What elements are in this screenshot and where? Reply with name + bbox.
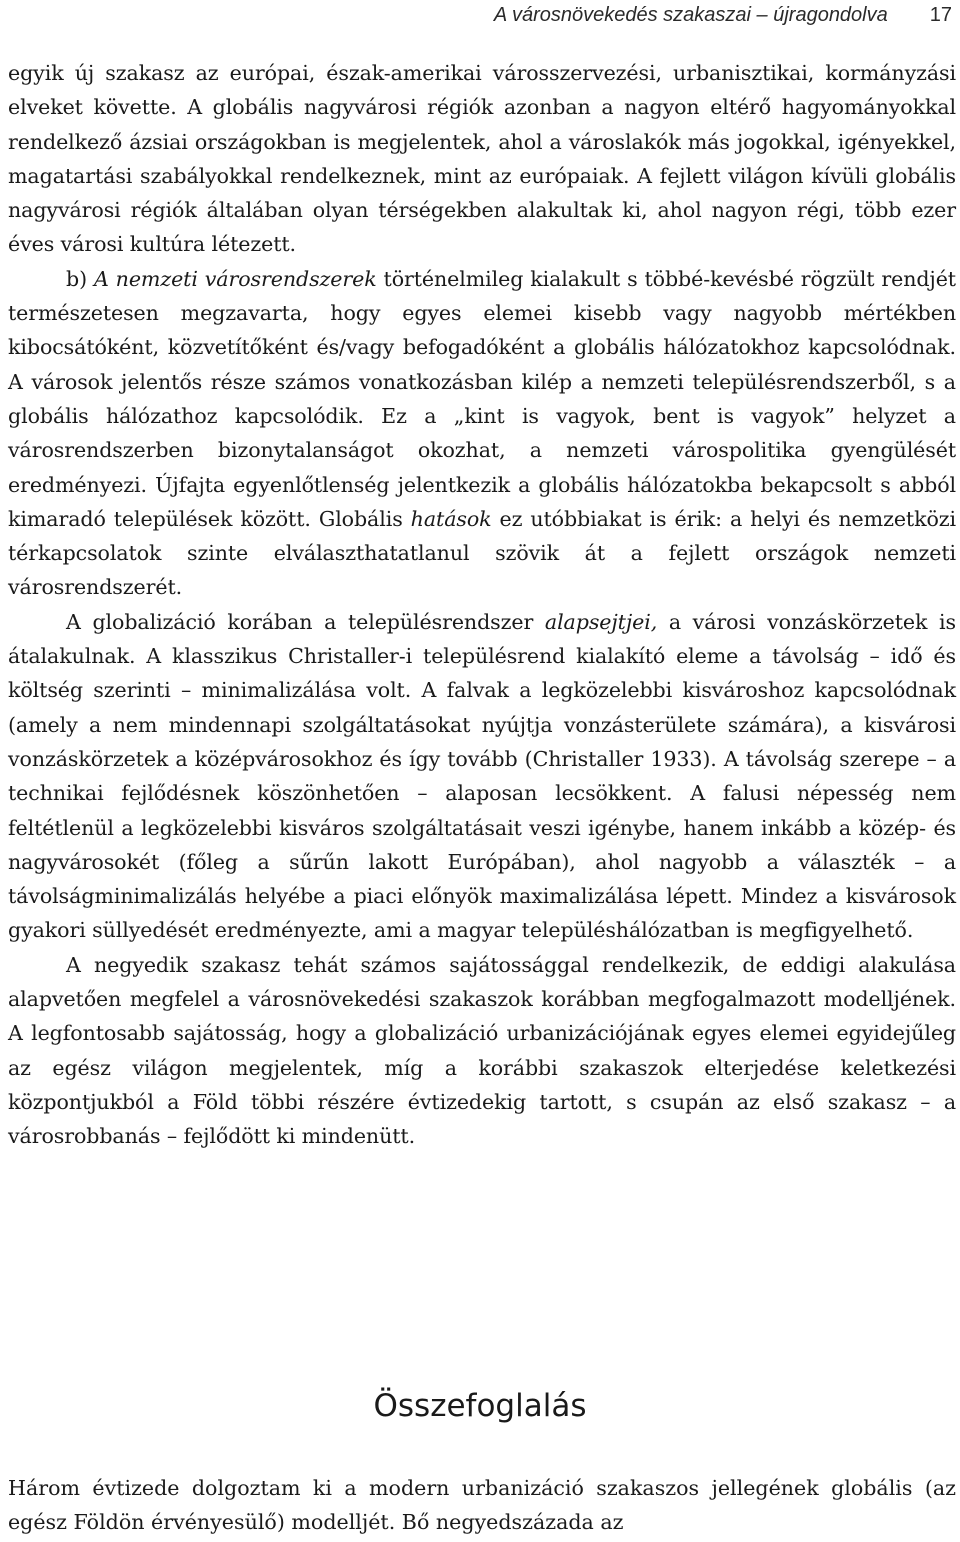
paragraph-3-text-a: A globalizáció korában a településrendszer bbox=[66, 609, 545, 634]
emphasized-word: alapsejtjei, bbox=[544, 609, 658, 634]
running-title: A városnövekedés szakaszai – újragondolva bbox=[493, 4, 888, 26]
page-number: 17 bbox=[929, 4, 952, 26]
paragraph-2 bbox=[8, 262, 956, 605]
paragraph-2-text-b: ez utóbbiakat is érik: a helyi és nemzetközi térkapcsolatok szinte elválaszthatatlanul szövik át a fejlett országok nemzeti városrendszerét. bbox=[8, 506, 957, 600]
body-text bbox=[8, 56, 956, 1154]
emphasized-term: A nemzeti városrendszerek bbox=[93, 266, 377, 291]
paragraph-5: Három évtizede dolgoztam ki a modern urbanizáció szakaszos jellegének globális (az egész Földön érvényesülő) modelljét. Bő negyedszázada az bbox=[8, 1476, 956, 1535]
paragraph-2-text-a: történelmileg kialakult s többé-kevésbé rögzült rendjét természetesen megzavarta, hogy egyes elemei kisebb vagy nagyobb mértékben kibocsátóként, közvetítőként és/vagy befogadóként a globális hálózatokhoz kapcsolódnak. A városok jelentős része számos vonatkozásban kilép a nemzeti településrendszerből, s a globális hálózathoz kapcsolódik. Ez a „kint is vagyok, bent is vagyok” helyzet a városrendszerben bizonytalanságot okozhat, a nemzeti várospolitika gyengülését eredményezi. Újfajta egyenlőtlenség jelentkezik a globális hálózatokba bekapcsolt s abból kimaradó települések között. Globális bbox=[8, 266, 956, 531]
paragraph-3-text-b: a városi vonzáskörzetek is átalakulnak. A klasszikus Christaller-i településrend kialakító eleme a távolság – idő és költség szerinti – minimalizálása volt. A falvak a legközelebbi kisvároshoz kapcsolódnak (amely a nem mindennapi szolgáltatásokat nyújtja vonzásterülete számára), a kisvárosi vonzáskörzetek a középvárosokhoz és így tovább (Christaller 1933). A távolság szerepe – a technikai fejlődésnek köszönhetően – alaposan lecsökkent. A falusi népesség nem feltétlenül a legközelebbi kisváros szolgáltatásait veszi igénybe, hanem inkább a közép- és nagyvárosokét (főleg a sűrűn lakott Európában), ahol nagyobb a választék – a távolságminimalizálás helyébe a piaci előnyök maximalizálása lépett. Mindez a kisvárosok gyakori süllyedését eredményezte, ami a magyar településhálózatban is megfigyelhető. bbox=[8, 609, 956, 943]
list-marker: b) bbox=[66, 266, 94, 291]
closing-text bbox=[8, 1471, 956, 1540]
running-header bbox=[0, 4, 952, 28]
paragraph-3 bbox=[8, 605, 956, 948]
paragraph-1: egyik új szakasz az európai, észak-amerikai városszervezési, urbanisztikai, kormányzási elveket követte. A globális nagyvárosi régiók azonban a nagyon eltérő hagyományokkal rendelkező ázsiai országokban is megjelentek, ahol a városlakók más jogokkal, igényekkel, magatartási szabályokkal rendelkeznek, mint az európaiak. A fejlett világon kívüli globális nagyvárosi régiók általában olyan térségekben alakultak ki, ahol nagyon régi, több ezer éves városi kultúra létezett. bbox=[8, 61, 956, 257]
emphasized-word: hatások bbox=[410, 506, 492, 531]
section-heading: Összefoglalás bbox=[373, 1388, 587, 1424]
paragraph-4: A negyedik szakasz tehát számos sajátossággal rendelkezik, de eddigi alakulása alapvetően megfelel a városnövekedési szakaszok korábban megfogalmazott modelljének. A legfontosabb sajátosság, hogy a globalizáció urbanizációjának egyes elemei egyidejűleg az egész világon megjelentek, míg a korábbi szakaszok elterjedése keletkezési központjukból a Föld többi részére évtizedekig tartott, s csupán az első szakasz – a városrobbanás – fejlődött ki mindenütt. bbox=[8, 952, 956, 1149]
